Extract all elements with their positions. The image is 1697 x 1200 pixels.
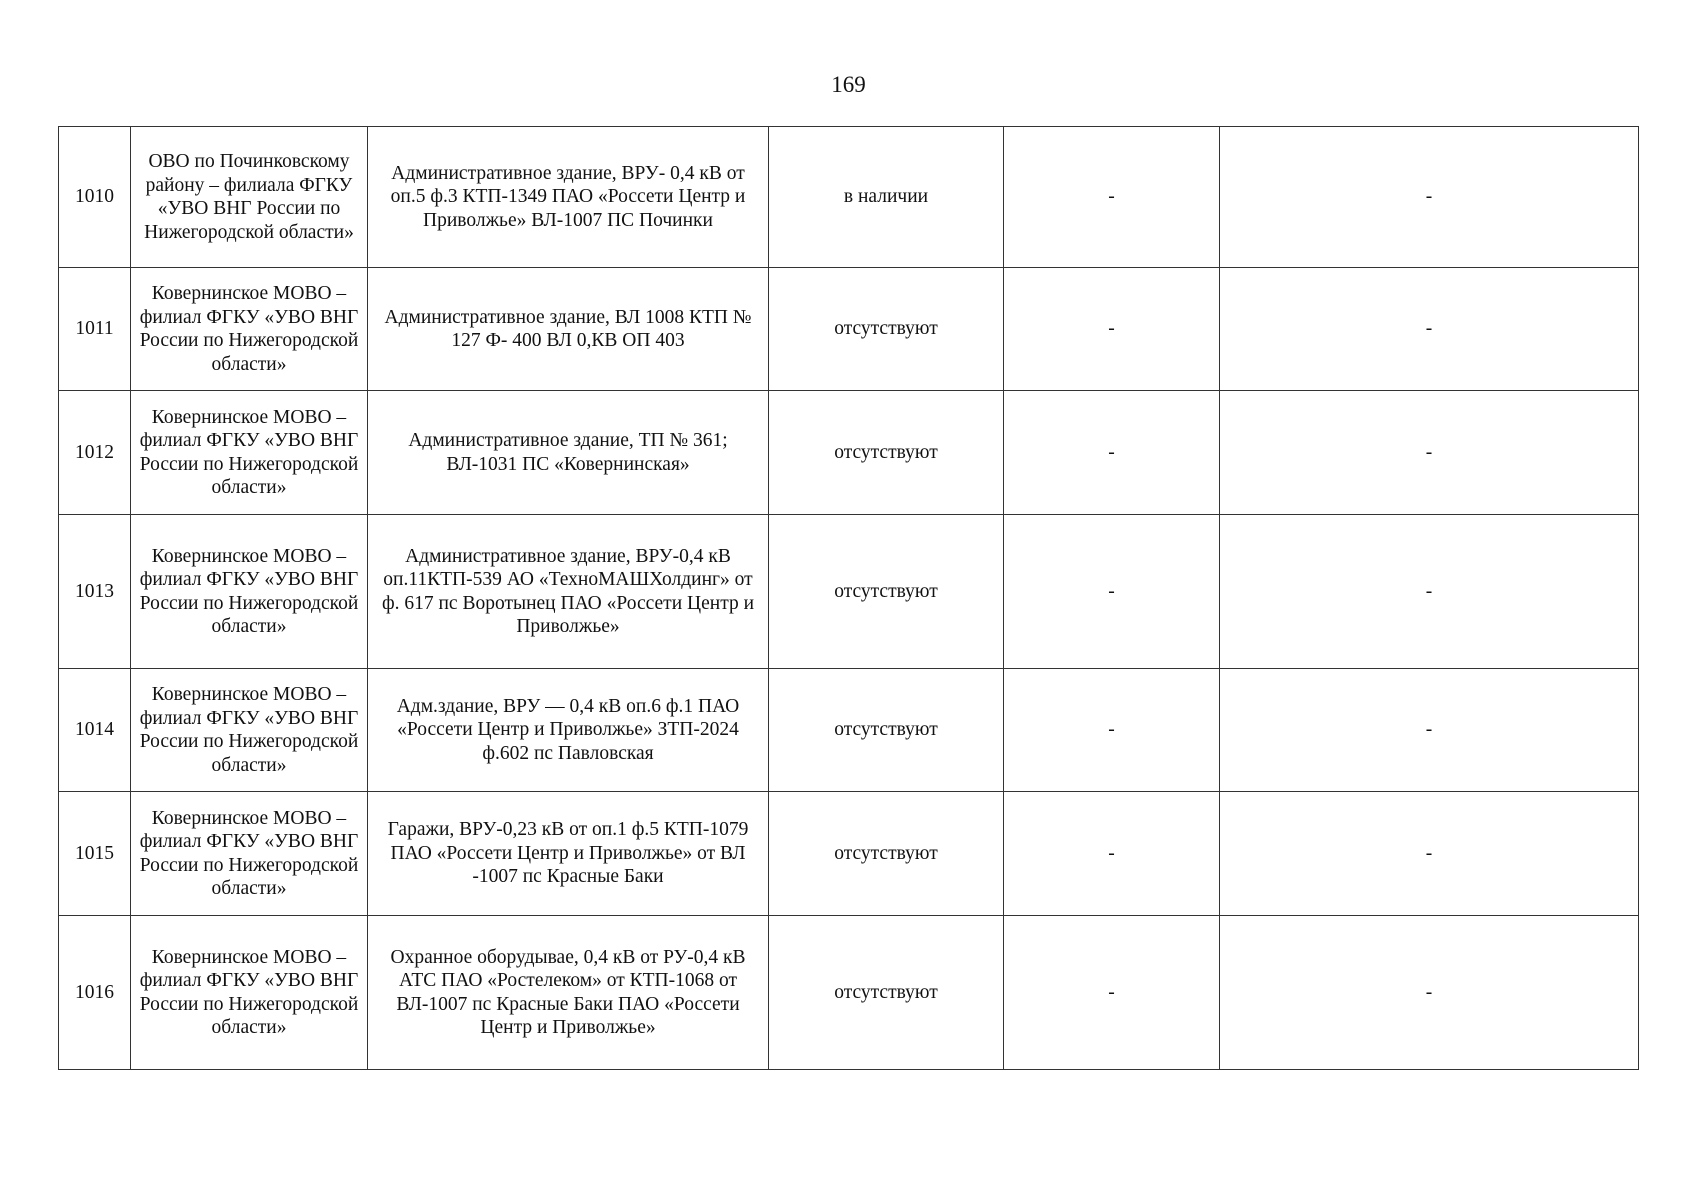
empty-cell-col5: - [1004,792,1220,916]
object-cell: Гаражи, ВРУ-0,23 кВ от оп.1 ф.5 КТП-1079 ПАО «Россети Центр и Приволжье» от ВЛ -1007 пс Красные Баки [368,792,769,916]
empty-cell-col6: - [1220,515,1639,669]
empty-cell-col5: - [1004,916,1220,1070]
row-number: 1015 [59,792,131,916]
empty-cell-col5: - [1004,391,1220,515]
empty-cell-col5: - [1004,515,1220,669]
status-cell: отсутствуют [769,792,1004,916]
status-cell: отсутствуют [769,268,1004,391]
empty-cell-col5: - [1004,669,1220,792]
table-row [59,391,1639,515]
status-cell: отсутствуют [769,916,1004,1070]
status-cell: отсутствуют [769,515,1004,669]
table-row [59,515,1639,669]
empty-cell-col6: - [1220,669,1639,792]
table-row [59,669,1639,792]
row-number: 1013 [59,515,131,669]
organization-cell: Ковернинское МОВО – филиал ФГКУ «УВО ВНГ России по Нижегородской области» [131,391,368,515]
object-cell: Административное здание, ВРУ-0,4 кВ оп.11КТП-539 АО «ТехноМАШХолдинг» от ф. 617 пс Воротынец ПАО «Россети Центр и Приволжье» [368,515,769,669]
status-cell: отсутствуют [769,669,1004,792]
table-row [59,268,1639,391]
empty-cell-col6: - [1220,391,1639,515]
organization-cell: ОВО по Починковскому району – филиала ФГКУ «УВО ВНГ России по Нижегородской области» [131,127,368,268]
empty-cell-col5: - [1004,127,1220,268]
organization-cell: Ковернинское МОВО – филиал ФГКУ «УВО ВНГ России по Нижегородской области» [131,792,368,916]
table-row [59,792,1639,916]
organization-cell: Ковернинское МОВО – филиал ФГКУ «УВО ВНГ России по Нижегородской области» [131,669,368,792]
table-row [59,127,1639,268]
empty-cell-col5: - [1004,268,1220,391]
empty-cell-col6: - [1220,792,1639,916]
object-cell: Административное здание, ВЛ 1008 КТП № 127 Ф- 400 ВЛ 0,КВ ОП 403 [368,268,769,391]
row-number: 1010 [59,127,131,268]
object-cell: Административное здание, ТП № 361; ВЛ-1031 ПС «Ковернинская» [368,391,769,515]
row-number: 1016 [59,916,131,1070]
status-cell: в наличии [769,127,1004,268]
organization-cell: Ковернинское МОВО – филиал ФГКУ «УВО ВНГ России по Нижегородской области» [131,268,368,391]
object-cell: Административное здание, ВРУ- 0,4 кВ от оп.5 ф.3 КТП-1349 ПАО «Россети Центр и Приволжье» ВЛ-1007 ПС Починки [368,127,769,268]
row-number: 1011 [59,268,131,391]
row-number: 1012 [59,391,131,515]
object-cell: Адм.здание, ВРУ — 0,4 кВ оп.6 ф.1 ПАО «Россети Центр и Приволжье» ЗТП-2024 ф.602 пс Павловская [368,669,769,792]
empty-cell-col6: - [1220,127,1639,268]
empty-cell-col6: - [1220,268,1639,391]
row-number: 1014 [59,669,131,792]
registry-table [58,126,1639,1070]
empty-cell-col6: - [1220,916,1639,1070]
organization-cell: Ковернинское МОВО – филиал ФГКУ «УВО ВНГ России по Нижегородской области» [131,515,368,669]
table-row [59,916,1639,1070]
object-cell: Охранное оборудывае, 0,4 кВ от РУ-0,4 кВ АТС ПАО «Ростелеком» от КТП-1068 от ВЛ-1007 пс Красные Баки ПАО «Россети Центр и Приволжье» [368,916,769,1070]
status-cell: отсутствуют [769,391,1004,515]
page-number: 169 [831,72,866,97]
organization-cell: Ковернинское МОВО – филиал ФГКУ «УВО ВНГ России по Нижегородской области» [131,916,368,1070]
